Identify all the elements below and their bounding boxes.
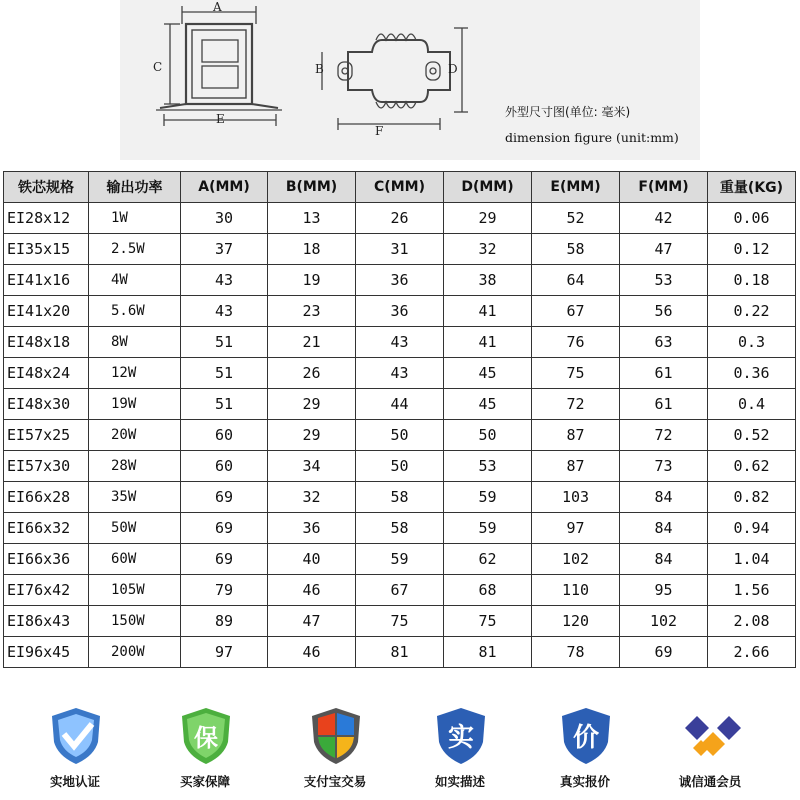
cell-d: 62 xyxy=(444,544,532,575)
cell-c: 67 xyxy=(356,575,444,606)
cell-model: EI48x24 xyxy=(4,358,89,389)
dimension-label-b: B xyxy=(315,62,324,76)
table-row xyxy=(4,389,796,420)
cell-model: EI41x16 xyxy=(4,265,89,296)
table-row xyxy=(4,234,796,265)
cell-weight: 0.3 xyxy=(708,327,796,358)
cell-weight: 1.04 xyxy=(708,544,796,575)
cell-c: 36 xyxy=(356,296,444,327)
badge-alipay-trade xyxy=(275,698,395,798)
cell-power: 150W xyxy=(89,606,181,637)
cell-b: 29 xyxy=(268,420,356,451)
header-a: A(MM) xyxy=(181,172,268,203)
cell-d: 29 xyxy=(444,203,532,234)
cell-f: 53 xyxy=(620,265,708,296)
cell-f: 73 xyxy=(620,451,708,482)
table-row xyxy=(4,544,796,575)
cell-power: 105W xyxy=(89,575,181,606)
table-row xyxy=(4,513,796,544)
cell-weight: 0.82 xyxy=(708,482,796,513)
cell-model: EI66x32 xyxy=(4,513,89,544)
badge-buyer-protection xyxy=(145,698,265,798)
cell-a: 43 xyxy=(181,265,268,296)
table-row xyxy=(4,327,796,358)
cell-c: 50 xyxy=(356,420,444,451)
spec-table xyxy=(3,171,796,668)
cell-e: 103 xyxy=(532,482,620,513)
header-e: E(MM) xyxy=(532,172,620,203)
cell-c: 43 xyxy=(356,327,444,358)
header-d: D(MM) xyxy=(444,172,532,203)
cell-weight: 0.62 xyxy=(708,451,796,482)
cell-e: 58 xyxy=(532,234,620,265)
cell-power: 50W xyxy=(89,513,181,544)
header-c: C(MM) xyxy=(356,172,444,203)
cell-e: 72 xyxy=(532,389,620,420)
cell-b: 36 xyxy=(268,513,356,544)
cell-f: 84 xyxy=(620,544,708,575)
cell-model: EI66x36 xyxy=(4,544,89,575)
dimension-label-f: F xyxy=(375,124,384,138)
cell-c: 36 xyxy=(356,265,444,296)
cell-power: 5.6W xyxy=(89,296,181,327)
cell-f: 63 xyxy=(620,327,708,358)
real-price-icon xyxy=(558,706,614,766)
badge-label: 真实报价 xyxy=(559,774,610,789)
cell-power: 8W xyxy=(89,327,181,358)
dimension-label-e: E xyxy=(216,112,225,126)
protection-shield-icon xyxy=(178,706,234,766)
cell-d: 38 xyxy=(444,265,532,296)
cell-f: 42 xyxy=(620,203,708,234)
cell-power: 35W xyxy=(89,482,181,513)
cell-b: 46 xyxy=(268,575,356,606)
cell-a: 60 xyxy=(181,451,268,482)
cell-d: 81 xyxy=(444,637,532,668)
cell-power: 1W xyxy=(89,203,181,234)
trust-badges xyxy=(0,698,800,800)
cell-power: 19W xyxy=(89,389,181,420)
cell-power: 4W xyxy=(89,265,181,296)
dimension-label-d: D xyxy=(448,62,458,76)
accurate-description-icon xyxy=(433,706,489,766)
cell-power: 60W xyxy=(89,544,181,575)
badge-label: 如实描述 xyxy=(434,774,485,789)
cell-e: 87 xyxy=(532,451,620,482)
table-row xyxy=(4,265,796,296)
cell-model: EI48x30 xyxy=(4,389,89,420)
cell-weight: 0.06 xyxy=(708,203,796,234)
cell-weight: 2.66 xyxy=(708,637,796,668)
cell-d: 32 xyxy=(444,234,532,265)
badge-label: 买家保障 xyxy=(179,774,230,789)
cell-f: 61 xyxy=(620,389,708,420)
cell-power: 12W xyxy=(89,358,181,389)
cell-a: 89 xyxy=(181,606,268,637)
protection-glyph: 保 xyxy=(194,724,218,752)
cell-e: 120 xyxy=(532,606,620,637)
cell-power: 28W xyxy=(89,451,181,482)
cell-model: EI48x18 xyxy=(4,327,89,358)
cell-model: EI96x45 xyxy=(4,637,89,668)
cell-e: 97 xyxy=(532,513,620,544)
badge-label: 实地认证 xyxy=(49,774,100,789)
cell-e: 64 xyxy=(532,265,620,296)
cell-b: 47 xyxy=(268,606,356,637)
cell-b: 34 xyxy=(268,451,356,482)
cell-model: EI76x42 xyxy=(4,575,89,606)
cell-c: 81 xyxy=(356,637,444,668)
cell-f: 84 xyxy=(620,513,708,544)
cell-d: 75 xyxy=(444,606,532,637)
cell-weight: 0.52 xyxy=(708,420,796,451)
dimension-caption-en: dimension figure (unit:mm) xyxy=(505,130,679,145)
cell-model: EI66x28 xyxy=(4,482,89,513)
table-row xyxy=(4,637,796,668)
cell-d: 50 xyxy=(444,420,532,451)
cell-a: 51 xyxy=(181,358,268,389)
cell-a: 79 xyxy=(181,575,268,606)
header-output-power: 输出功率 xyxy=(89,172,181,203)
cell-c: 58 xyxy=(356,482,444,513)
cell-c: 59 xyxy=(356,544,444,575)
table-row xyxy=(4,606,796,637)
cell-model: EI41x20 xyxy=(4,296,89,327)
cell-weight: 0.12 xyxy=(708,234,796,265)
trust-member-icon xyxy=(683,706,743,766)
cell-a: 69 xyxy=(181,544,268,575)
cell-d: 68 xyxy=(444,575,532,606)
cell-d: 59 xyxy=(444,513,532,544)
spec-table-header xyxy=(4,172,796,203)
cell-model: EI57x30 xyxy=(4,451,89,482)
cell-f: 56 xyxy=(620,296,708,327)
badge-accurate-description xyxy=(400,698,520,798)
cell-e: 87 xyxy=(532,420,620,451)
cell-f: 84 xyxy=(620,482,708,513)
cell-f: 102 xyxy=(620,606,708,637)
cell-b: 26 xyxy=(268,358,356,389)
cell-e: 76 xyxy=(532,327,620,358)
cell-f: 69 xyxy=(620,637,708,668)
cell-power: 2.5W xyxy=(89,234,181,265)
windows-shield-icon xyxy=(308,706,364,766)
badge-label: 诚信通会员 xyxy=(678,774,742,789)
cell-e: 102 xyxy=(532,544,620,575)
cell-e: 78 xyxy=(532,637,620,668)
badge-site-verified xyxy=(15,698,135,798)
cell-d: 45 xyxy=(444,358,532,389)
cell-model: EI35x15 xyxy=(4,234,89,265)
cell-c: 75 xyxy=(356,606,444,637)
cell-f: 95 xyxy=(620,575,708,606)
cell-weight: 0.94 xyxy=(708,513,796,544)
cell-a: 30 xyxy=(181,203,268,234)
table-row xyxy=(4,296,796,327)
cell-weight: 1.56 xyxy=(708,575,796,606)
cell-power: 20W xyxy=(89,420,181,451)
dimension-caption-cn: 外型尺寸图(单位: 毫米) xyxy=(505,105,631,119)
cell-weight: 0.36 xyxy=(708,358,796,389)
cell-d: 41 xyxy=(444,327,532,358)
table-row xyxy=(4,420,796,451)
cell-a: 51 xyxy=(181,327,268,358)
badge-trust-member xyxy=(650,698,770,798)
cell-b: 40 xyxy=(268,544,356,575)
header-b: B(MM) xyxy=(268,172,356,203)
cell-e: 75 xyxy=(532,358,620,389)
cell-e: 67 xyxy=(532,296,620,327)
cell-b: 46 xyxy=(268,637,356,668)
cell-a: 69 xyxy=(181,482,268,513)
cell-a: 51 xyxy=(181,389,268,420)
cell-c: 44 xyxy=(356,389,444,420)
cell-b: 23 xyxy=(268,296,356,327)
cell-weight: 0.18 xyxy=(708,265,796,296)
header-weight: 重量(KG) xyxy=(708,172,796,203)
dimension-figure-area xyxy=(0,0,800,165)
cell-e: 110 xyxy=(532,575,620,606)
verified-shield-icon xyxy=(48,706,104,766)
cell-c: 31 xyxy=(356,234,444,265)
cell-weight: 0.22 xyxy=(708,296,796,327)
cell-a: 43 xyxy=(181,296,268,327)
cell-f: 61 xyxy=(620,358,708,389)
cell-c: 26 xyxy=(356,203,444,234)
badge-label: 支付宝交易 xyxy=(303,774,367,789)
price-glyph: 价 xyxy=(572,723,600,753)
cell-d: 45 xyxy=(444,389,532,420)
description-glyph: 实 xyxy=(447,723,475,753)
cell-weight: 2.08 xyxy=(708,606,796,637)
dimension-label-c: C xyxy=(153,60,163,74)
cell-a: 60 xyxy=(181,420,268,451)
badge-real-price xyxy=(525,698,645,798)
cell-f: 72 xyxy=(620,420,708,451)
dimension-label-a: A xyxy=(213,0,222,14)
cell-e: 52 xyxy=(532,203,620,234)
cell-a: 69 xyxy=(181,513,268,544)
table-row xyxy=(4,358,796,389)
cell-model: EI86x43 xyxy=(4,606,89,637)
cell-a: 37 xyxy=(181,234,268,265)
cell-b: 18 xyxy=(268,234,356,265)
cell-model: EI57x25 xyxy=(4,420,89,451)
cell-d: 59 xyxy=(444,482,532,513)
cell-b: 32 xyxy=(268,482,356,513)
cell-c: 43 xyxy=(356,358,444,389)
cell-weight: 0.4 xyxy=(708,389,796,420)
cell-d: 41 xyxy=(444,296,532,327)
cell-power: 200W xyxy=(89,637,181,668)
header-core-spec: 铁芯规格 xyxy=(4,172,89,203)
cell-c: 58 xyxy=(356,513,444,544)
table-row xyxy=(4,451,796,482)
cell-model: EI28x12 xyxy=(4,203,89,234)
header-f: F(MM) xyxy=(620,172,708,203)
cell-d: 53 xyxy=(444,451,532,482)
cell-b: 19 xyxy=(268,265,356,296)
table-row xyxy=(4,203,796,234)
cell-b: 13 xyxy=(268,203,356,234)
cell-a: 97 xyxy=(181,637,268,668)
cell-f: 47 xyxy=(620,234,708,265)
table-row xyxy=(4,575,796,606)
table-row xyxy=(4,482,796,513)
cell-c: 50 xyxy=(356,451,444,482)
cell-b: 21 xyxy=(268,327,356,358)
cell-b: 29 xyxy=(268,389,356,420)
